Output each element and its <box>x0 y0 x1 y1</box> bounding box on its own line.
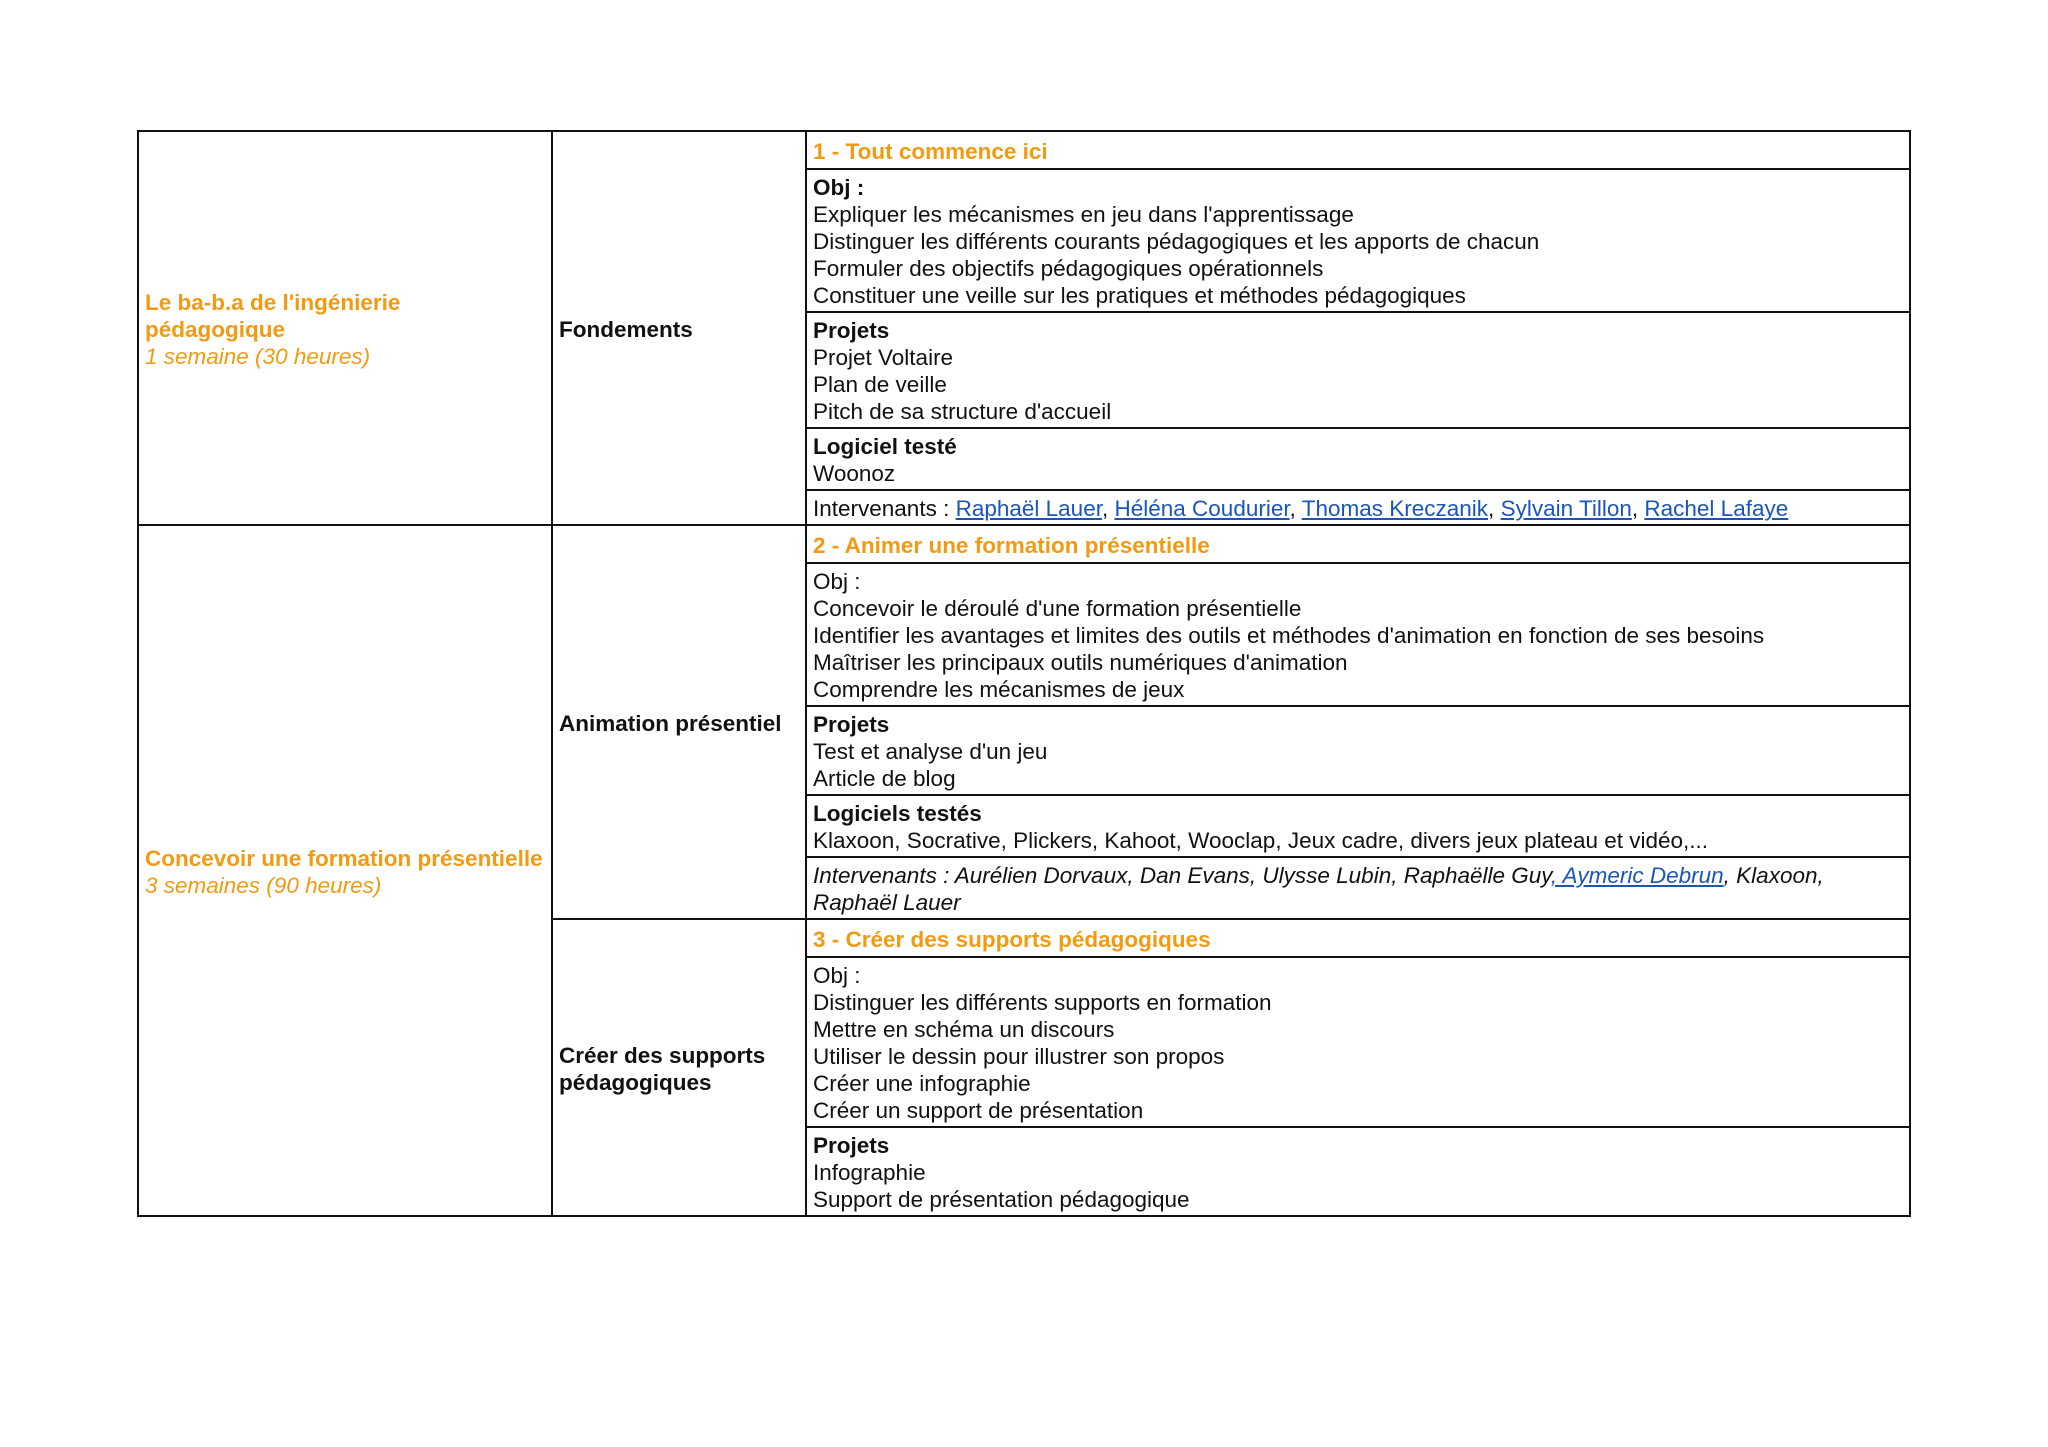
project-item: Article de blog <box>813 766 956 791</box>
objective-item: Utiliser le dessin pour illustrer son propos <box>813 1044 1225 1069</box>
objectives-cell <box>806 563 1910 706</box>
theme-name: Animation présentiel <box>559 710 782 736</box>
objectives-cell <box>806 957 1910 1127</box>
objective-item: Distinguer les différents courants pédagogiques et les apports de chacun <box>813 229 1540 254</box>
objective-item: Expliquer les mécanismes en jeu dans l'apprentissage <box>813 202 1354 227</box>
projects-cell <box>806 706 1910 795</box>
projects-cell <box>806 1127 1910 1216</box>
speaker-link[interactable]: Rachel Lafaye <box>1644 496 1789 521</box>
module-duration: 1 semaine (30 heures) <box>145 343 371 369</box>
speaker-link[interactable]: Sylvain Tillon <box>1500 496 1632 521</box>
separator: , <box>1289 496 1302 521</box>
objectives-label: Obj : <box>813 175 865 200</box>
objective-item: Mettre en schéma un discours <box>813 1017 1115 1042</box>
objectives-label: Obj : <box>813 569 861 594</box>
table-row <box>138 525 1910 563</box>
section-title-cell <box>806 131 1910 169</box>
speakers-label: Intervenants : <box>813 496 956 521</box>
section-title-cell <box>806 919 1910 957</box>
projects-label: Projets <box>813 318 890 343</box>
objective-item: Maîtriser les principaux outils numériques d'animation <box>813 650 1348 675</box>
table-row <box>138 131 1910 169</box>
speakers-cell <box>806 857 1910 919</box>
project-item: Infographie <box>813 1160 926 1185</box>
objectives-label: Obj : <box>813 963 861 988</box>
projects-label: Projets <box>813 712 890 737</box>
theme-cell <box>552 525 806 919</box>
project-item: Pitch de sa structure d'accueil <box>813 399 1112 424</box>
speakers-cell <box>806 490 1910 525</box>
software-list: Klaxoon, Socrative, Plickers, Kahoot, Wooclap, Jeux cadre, divers jeux plateau et vidéo,... <box>813 828 1709 853</box>
module-duration: 3 semaines (90 heures) <box>145 872 382 898</box>
project-item: Support de présentation pédagogique <box>813 1187 1190 1212</box>
separator: , <box>1631 496 1645 521</box>
software-list: Woonoz <box>813 461 896 486</box>
objective-item: Identifier les avantages et limites des outils et méthodes d'animation en fonction de ses besoins <box>813 623 1765 648</box>
objective-item: Comprendre les mécanismes de jeux <box>813 677 1185 702</box>
speakers-text: Intervenants : Aurélien Dorvaux, Dan Evans, Ulysse Lubin, Raphaëlle Guy <box>813 863 1551 888</box>
software-cell <box>806 795 1910 857</box>
module-cell <box>138 525 552 1216</box>
program-table <box>137 130 1911 1217</box>
objective-item: Concevoir le déroulé d'une formation présentielle <box>813 596 1302 621</box>
module-title: Le ba-b.a de l'ingénierie pédagogique <box>145 289 401 342</box>
section-title: 3 - Créer des supports pédagogiques <box>813 926 1211 952</box>
module-title: Concevoir une formation présentielle <box>145 845 543 871</box>
section-title-cell <box>806 525 1910 563</box>
speaker-link[interactable]: Raphaël Lauer <box>955 496 1102 521</box>
theme-cell <box>552 919 806 1216</box>
theme-cell <box>552 131 806 525</box>
speaker-link[interactable]: Thomas Kreczanik <box>1301 496 1489 521</box>
theme-name: Fondements <box>559 316 693 342</box>
project-item: Test et analyse d'un jeu <box>813 739 1048 764</box>
objective-item: Distinguer les différents supports en formation <box>813 990 1272 1015</box>
section-title: 2 - Animer une formation présentielle <box>813 532 1210 558</box>
project-item: Projet Voltaire <box>813 345 954 370</box>
theme-name: Créer des supports pédagogiques <box>559 1042 766 1095</box>
section-title: 1 - Tout commence ici <box>813 138 1048 164</box>
projects-cell <box>806 312 1910 428</box>
objective-item: Formuler des objectifs pédagogiques opérationnels <box>813 256 1324 281</box>
module-cell <box>138 131 552 525</box>
speaker-link[interactable]: , Aymeric Debrun <box>1550 863 1724 888</box>
objective-item: Créer un support de présentation <box>813 1098 1144 1123</box>
software-cell <box>806 428 1910 490</box>
speaker-link[interactable]: Héléna Coudurier <box>1114 496 1290 521</box>
separator: , <box>1488 496 1501 521</box>
separator: , <box>1101 496 1115 521</box>
speakers-text: , Klaxoon, Raphaël Lauer <box>813 863 1824 915</box>
software-label: Logiciel testé <box>813 434 957 459</box>
project-item: Plan de veille <box>813 372 947 397</box>
objective-item: Créer une infographie <box>813 1071 1031 1096</box>
projects-label: Projets <box>813 1133 890 1158</box>
software-label: Logiciels testés <box>813 801 982 826</box>
objective-item: Constituer une veille sur les pratiques et méthodes pédagogiques <box>813 283 1466 308</box>
objectives-cell <box>806 169 1910 312</box>
